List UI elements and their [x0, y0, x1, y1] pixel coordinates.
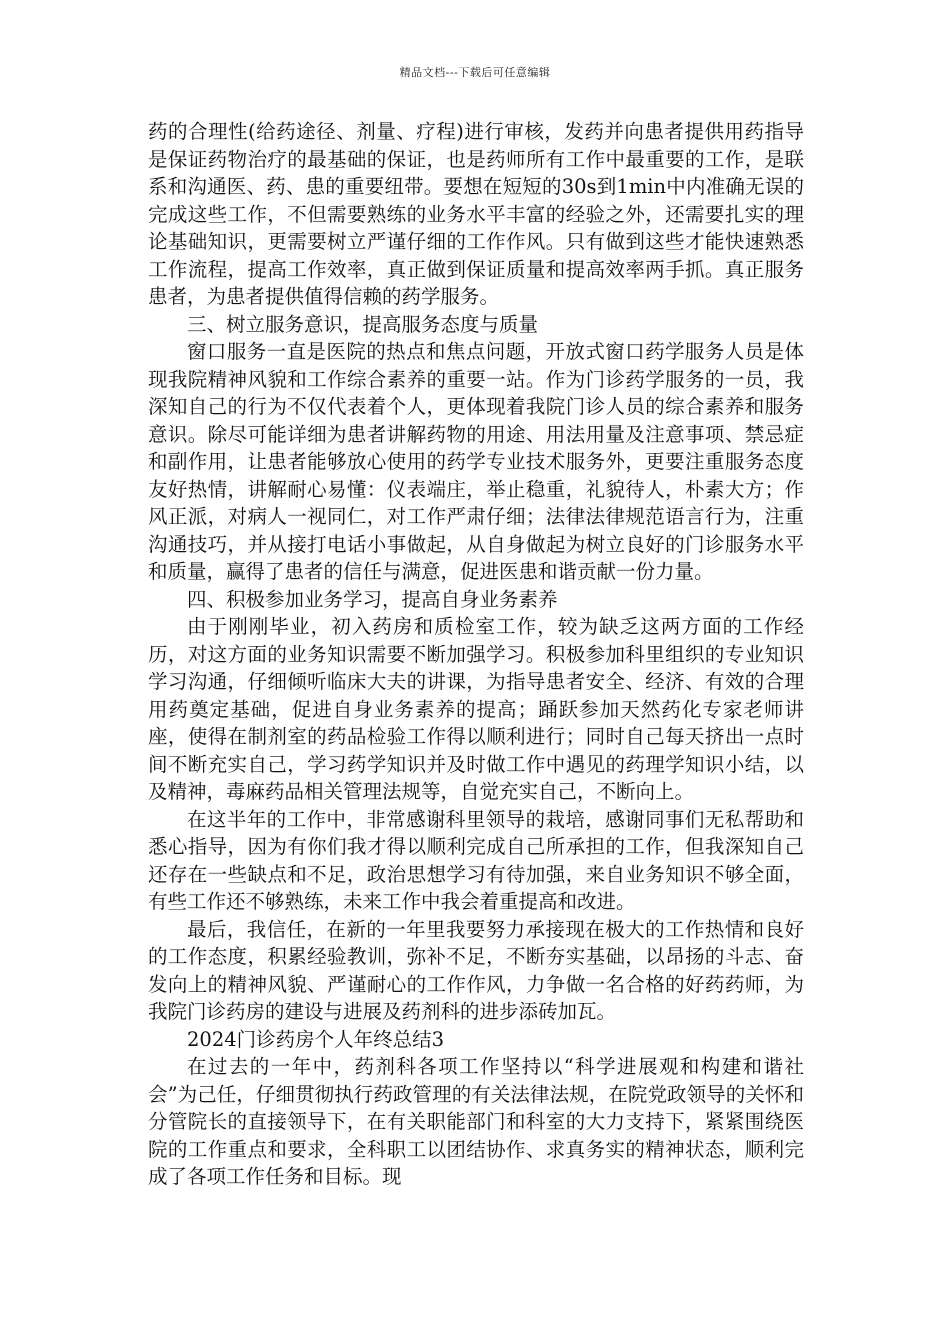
document-body: [148, 118, 804, 1191]
paragraph-thanks: 在这半年的工作中，非常感谢科里领导的栽培，感谢同事们无私帮助和悉心指导，因为有你们我才得以顺利完成自己所承担的工作，但我深知自己还存在一些缺点和不足，政治思想学习有待加强，来自业务知识不够全面，有些工作还不够熟练，未来工作中我会着重提高和改进。: [148, 807, 804, 913]
paragraph-conclusion: 最后，我信任，在新的一年里我要努力承接现在极大的工作热情和良好的工作态度，积累经验教训，弥补不足，不断夯实基础，以昂扬的斗志、奋发向上的精神风貌、严谨耐心的工作作风，力争做一名合格的好药药师，为我院门诊药房的建设与进展及药剂科的进步添砖加瓦。: [148, 917, 804, 1023]
paragraph-summary-3: 在过去的一年中，药剂科各项工作坚持以“科学进展观和构建和谐社会”为己任，仔细贯彻执行药政管理的有关法律法规，在院党政领导的关怀和分管院长的直接领导下，在有关职能部门和科室的大力支持下，紧紧围绕医院的工作重点和要求，全科职工以团结协作、求真务实的精神状态，顺利完成了各项工作任务和目标。现: [148, 1055, 804, 1188]
paragraph-study: 由于刚刚毕业，初入药房和质检室工作，较为缺乏这两方面的工作经历，对这方面的业务知识需要不断加强学习。积极参加科里组织的专业知识学习沟通，仔细倾听临床大夫的讲课，为指导患者安全、经济、有效的合理用药奠定基础，促进自身业务素养的提高；踊跃参加天然药化专家老师讲座，使得在制剂室的药品检验工作得以顺利进行；同时自己每天挤出一点时间不断充实自己，学习药学知识并及时做工作中遇见的药理学知识小结，以及精神，毒麻药品相关管理法规等，自觉充实自己，不断向上。: [148, 615, 804, 803]
paragraph-continuation: 药的合理性(给药途径、剂量、疗程)进行审核，发药并向患者提供用药指导是保证药物治疗的最基础的保证，也是药师所有工作中最重要的工作，是联系和沟通医、药、患的重要纽带。要想在短短的30s到1min中内准确无误的完成这些工作，不但需要熟练的业务水平丰富的经验之外，还需要扎实的理论基础知识，更需要树立严谨仔细的工作作风。只有做到这些才能快速熟悉工作流程，提高工作效率，真正做到保证质量和提高效率两手抓。真正服务患者，为患者提供值得信赖的药学服务。: [148, 120, 804, 308]
section-heading-3: 三、树立服务意识，提高服务态度与质量: [187, 312, 539, 336]
section-heading-4: 四、积极参加业务学习，提高自身业务素养: [187, 587, 558, 611]
paragraph-window-service: 窗口服务一直是医院的热点和焦点问题，开放式窗口药学服务人员是体现我院精神风貌和工作综合素养的重要一站。作为门诊药学服务的一员，我深知自己的行为不仅代表着个人，更体现着我院门诊人员的综合素养和服务意识。除尽可能详细为患者讲解药物的用途、用法用量及注意事项、禁忌症和副作用，让患者能够放心使用的药学专业技术服务外，更要注重服务态度友好热情，讲解耐心易懂：仪表端庄，举止稳重，礼貌待人，朴素大方；作风正派，对病人一视同仁，对工作严肃仔细；法律法律规范语言行为，注重沟通技巧，并从接打电话小事做起，从自身做起为树立良好的门诊服务水平和质量，赢得了患者的信任与满意，促进医患和谐贡献一份力量。: [148, 340, 804, 583]
page-header: 精品文档---下载后可任意编辑: [399, 66, 551, 79]
document-subtitle: 2024门诊药房个人年终总结3: [187, 1027, 445, 1051]
